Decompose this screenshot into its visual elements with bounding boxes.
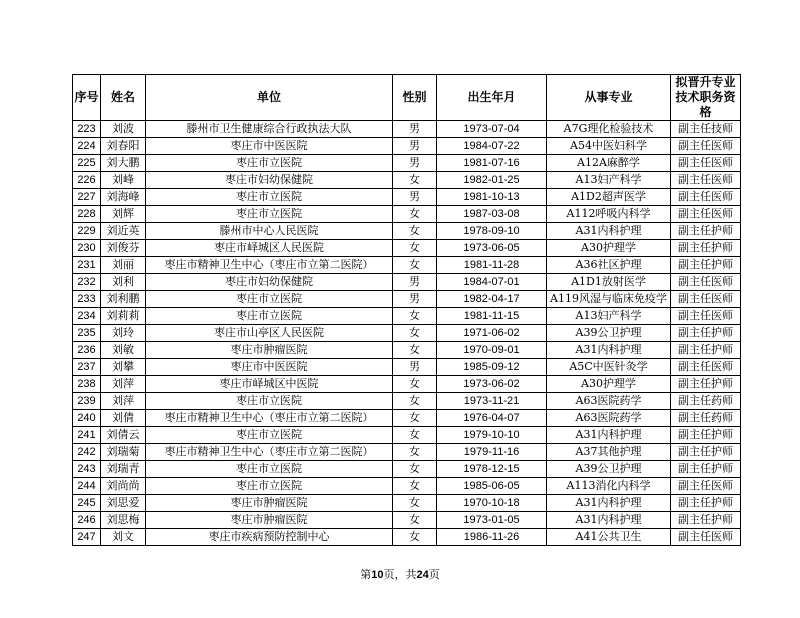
cell-title: 副主任医师 — [671, 172, 741, 189]
table-row — [73, 155, 741, 172]
cell-index: 245 — [73, 495, 101, 512]
cell-birth: 1971-06-02 — [437, 325, 547, 342]
cell-birth: 1982-01-25 — [437, 172, 547, 189]
cell-name: 刘思爱 — [101, 495, 146, 512]
cell-specialty: A7G理化检验技术 — [547, 121, 671, 138]
cell-unit: 枣庄市立医院 — [146, 461, 393, 478]
cell-specialty: A113消化内科学 — [547, 478, 671, 495]
cell-gender: 女 — [393, 444, 437, 461]
table-row — [73, 240, 741, 257]
cell-title: 副主任药师 — [671, 393, 741, 410]
cell-birth: 1978-12-15 — [437, 461, 547, 478]
cell-specialty: A30护理学 — [547, 240, 671, 257]
cell-title: 副主任医师 — [671, 155, 741, 172]
cell-name: 刘萍 — [101, 393, 146, 410]
cell-gender: 女 — [393, 495, 437, 512]
table-row — [73, 410, 741, 427]
table-row — [73, 478, 741, 495]
footer-middle: 页，共 — [383, 568, 417, 581]
cell-specialty: A41公共卫生 — [547, 529, 671, 546]
table-row — [73, 359, 741, 376]
cell-specialty: A1D1放射医学 — [547, 274, 671, 291]
cell-gender: 女 — [393, 410, 437, 427]
cell-birth: 1981-11-15 — [437, 308, 547, 325]
cell-specialty: A119风湿与临床免疫学 — [547, 291, 671, 308]
cell-name: 刘思梅 — [101, 512, 146, 529]
cell-gender: 女 — [393, 512, 437, 529]
table-row — [73, 189, 741, 206]
cell-index: 244 — [73, 478, 101, 495]
cell-name: 刘海峰 — [101, 189, 146, 206]
cell-birth: 1984-07-01 — [437, 274, 547, 291]
table-row — [73, 393, 741, 410]
table-row — [73, 206, 741, 223]
cell-gender: 女 — [393, 529, 437, 546]
cell-unit: 枣庄市妇幼保健院 — [146, 172, 393, 189]
cell-unit: 枣庄市立医院 — [146, 308, 393, 325]
cell-specialty: A112呼吸内科学 — [547, 206, 671, 223]
cell-specialty: A54中医妇科学 — [547, 138, 671, 155]
table-row — [73, 461, 741, 478]
cell-index: 237 — [73, 359, 101, 376]
cell-title: 副主任药师 — [671, 410, 741, 427]
cell-unit: 枣庄市精神卫生中心（枣庄市立第二医院） — [146, 444, 393, 461]
cell-gender: 女 — [393, 172, 437, 189]
cell-index: 224 — [73, 138, 101, 155]
cell-index: 234 — [73, 308, 101, 325]
cell-specialty: A63医院药学 — [547, 410, 671, 427]
cell-name: 刘近英 — [101, 223, 146, 240]
cell-gender: 女 — [393, 478, 437, 495]
cell-specialty: A31内科护理 — [547, 342, 671, 359]
cell-title: 副主任医师 — [671, 189, 741, 206]
cell-index: 228 — [73, 206, 101, 223]
cell-unit: 枣庄市肿瘤医院 — [146, 342, 393, 359]
cell-birth: 1976-04-07 — [437, 410, 547, 427]
cell-title: 副主任医师 — [671, 359, 741, 376]
header-row — [73, 75, 741, 121]
footer-page-number: 10 — [371, 569, 384, 581]
footer-suffix: 页 — [428, 568, 440, 581]
cell-unit: 枣庄市立医院 — [146, 478, 393, 495]
page-footer — [0, 566, 800, 582]
cell-gender: 女 — [393, 342, 437, 359]
table-row — [73, 274, 741, 291]
cell-unit: 枣庄市立医院 — [146, 427, 393, 444]
cell-unit: 枣庄市山亭区人民医院 — [146, 325, 393, 342]
cell-index: 235 — [73, 325, 101, 342]
cell-gender: 男 — [393, 121, 437, 138]
cell-unit: 枣庄市疾病预防控制中心 — [146, 529, 393, 546]
cell-unit: 枣庄市立医院 — [146, 393, 393, 410]
footer-prefix: 第 — [360, 568, 372, 581]
cell-index: 227 — [73, 189, 101, 206]
cell-unit: 滕州市中心人民医院 — [146, 223, 393, 240]
cell-title: 副主任护师 — [671, 325, 741, 342]
header-index: 序号 — [73, 75, 101, 121]
cell-name: 刘玲 — [101, 325, 146, 342]
cell-title: 副主任医师 — [671, 291, 741, 308]
cell-name: 刘攀 — [101, 359, 146, 376]
cell-unit: 枣庄市立医院 — [146, 155, 393, 172]
header-title — [671, 75, 741, 121]
cell-birth: 1982-04-17 — [437, 291, 547, 308]
cell-gender: 女 — [393, 427, 437, 444]
cell-unit: 枣庄市立医院 — [146, 206, 393, 223]
cell-index: 243 — [73, 461, 101, 478]
cell-unit: 枣庄市峄城区中医院 — [146, 376, 393, 393]
table-row — [73, 121, 741, 138]
cell-specialty: A1D2超声医学 — [547, 189, 671, 206]
table-row — [73, 529, 741, 546]
table-row — [73, 427, 741, 444]
cell-unit: 枣庄市立医院 — [146, 189, 393, 206]
cell-title: 副主任医师 — [671, 478, 741, 495]
cell-title: 副主任医师 — [671, 308, 741, 325]
cell-title: 副主任医师 — [671, 274, 741, 291]
table-row — [73, 325, 741, 342]
cell-index: 246 — [73, 512, 101, 529]
cell-name: 刘丽 — [101, 257, 146, 274]
cell-specialty: A39公卫护理 — [547, 325, 671, 342]
cell-title: 副主任护师 — [671, 257, 741, 274]
table-row — [73, 138, 741, 155]
cell-title: 副主任技师 — [671, 121, 741, 138]
cell-unit: 枣庄市中医医院 — [146, 138, 393, 155]
header-gender: 性别 — [393, 75, 437, 121]
cell-gender: 女 — [393, 257, 437, 274]
cell-birth: 1984-07-22 — [437, 138, 547, 155]
header-title-text: 拟晋升专业技术职务资格 — [675, 75, 736, 119]
table-row — [73, 376, 741, 393]
cell-title: 副主任护师 — [671, 342, 741, 359]
cell-specialty: A36社区护理 — [547, 257, 671, 274]
cell-name: 刘莉莉 — [101, 308, 146, 325]
cell-name: 刘瑞青 — [101, 461, 146, 478]
cell-gender: 男 — [393, 189, 437, 206]
cell-title: 副主任护师 — [671, 427, 741, 444]
table-row — [73, 257, 741, 274]
cell-index: 238 — [73, 376, 101, 393]
cell-birth: 1981-07-16 — [437, 155, 547, 172]
cell-index: 239 — [73, 393, 101, 410]
cell-specialty: A31内科护理 — [547, 427, 671, 444]
cell-unit: 枣庄市肿瘤医院 — [146, 495, 393, 512]
table-row — [73, 495, 741, 512]
cell-gender: 女 — [393, 393, 437, 410]
cell-name: 刘敏 — [101, 342, 146, 359]
cell-title: 副主任医师 — [671, 138, 741, 155]
cell-index: 229 — [73, 223, 101, 240]
cell-specialty: A5C中医针灸学 — [547, 359, 671, 376]
cell-title: 副主任护师 — [671, 376, 741, 393]
cell-unit: 枣庄市肿瘤医院 — [146, 512, 393, 529]
table-row — [73, 223, 741, 240]
cell-name: 刘瑞菊 — [101, 444, 146, 461]
cell-birth: 1973-11-21 — [437, 393, 547, 410]
cell-unit: 枣庄市中医医院 — [146, 359, 393, 376]
cell-unit: 枣庄市立医院 — [146, 291, 393, 308]
cell-title: 副主任护师 — [671, 223, 741, 240]
cell-index: 242 — [73, 444, 101, 461]
cell-birth: 1973-06-05 — [437, 240, 547, 257]
cell-index: 240 — [73, 410, 101, 427]
cell-birth: 1981-10-13 — [437, 189, 547, 206]
cell-index: 225 — [73, 155, 101, 172]
cell-title: 副主任医师 — [671, 206, 741, 223]
cell-gender: 女 — [393, 223, 437, 240]
cell-unit: 枣庄市精神卫生中心（枣庄市立第二医院） — [146, 257, 393, 274]
cell-gender: 女 — [393, 376, 437, 393]
cell-gender: 男 — [393, 274, 437, 291]
cell-name: 刘尚尚 — [101, 478, 146, 495]
cell-index: 236 — [73, 342, 101, 359]
cell-name: 刘萍 — [101, 376, 146, 393]
cell-specialty: A31内科护理 — [547, 223, 671, 240]
table-row — [73, 342, 741, 359]
cell-birth: 1979-10-10 — [437, 427, 547, 444]
cell-title: 副主任护师 — [671, 240, 741, 257]
cell-name: 刘峰 — [101, 172, 146, 189]
cell-gender: 男 — [393, 359, 437, 376]
cell-index: 226 — [73, 172, 101, 189]
cell-gender: 男 — [393, 155, 437, 172]
cell-birth: 1973-01-05 — [437, 512, 547, 529]
cell-birth: 1978-09-10 — [437, 223, 547, 240]
cell-index: 231 — [73, 257, 101, 274]
cell-name: 刘大鹏 — [101, 155, 146, 172]
cell-gender: 女 — [393, 461, 437, 478]
cell-specialty: A13妇产科学 — [547, 308, 671, 325]
table-row — [73, 512, 741, 529]
cell-gender: 男 — [393, 291, 437, 308]
cell-specialty: A13妇产科学 — [547, 172, 671, 189]
cell-birth: 1987-03-08 — [437, 206, 547, 223]
cell-gender: 男 — [393, 138, 437, 155]
cell-title: 副主任护师 — [671, 461, 741, 478]
cell-gender: 女 — [393, 308, 437, 325]
cell-gender: 女 — [393, 206, 437, 223]
table-row — [73, 291, 741, 308]
cell-birth: 1970-09-01 — [437, 342, 547, 359]
cell-name: 刘利鹏 — [101, 291, 146, 308]
cell-birth: 1985-06-05 — [437, 478, 547, 495]
cell-name: 刘文 — [101, 529, 146, 546]
cell-index: 223 — [73, 121, 101, 138]
cell-index: 230 — [73, 240, 101, 257]
header-name: 姓名 — [101, 75, 146, 121]
cell-birth: 1986-11-26 — [437, 529, 547, 546]
cell-birth: 1973-07-04 — [437, 121, 547, 138]
cell-name: 刘利 — [101, 274, 146, 291]
footer-total-pages: 24 — [416, 569, 429, 581]
cell-unit: 枣庄市精神卫生中心（枣庄市立第二医院） — [146, 410, 393, 427]
cell-title: 副主任护师 — [671, 512, 741, 529]
cell-birth: 1973-06-02 — [437, 376, 547, 393]
table-row — [73, 444, 741, 461]
cell-name: 刘春阳 — [101, 138, 146, 155]
table-row — [73, 308, 741, 325]
cell-name: 刘波 — [101, 121, 146, 138]
cell-index: 247 — [73, 529, 101, 546]
cell-unit: 枣庄市妇幼保健院 — [146, 274, 393, 291]
table-row — [73, 172, 741, 189]
cell-birth: 1970-10-18 — [437, 495, 547, 512]
cell-specialty: A30护理学 — [547, 376, 671, 393]
cell-birth: 1979-11-16 — [437, 444, 547, 461]
header-birth: 出生年月 — [437, 75, 547, 121]
cell-name: 刘倩 — [101, 410, 146, 427]
cell-specialty: A63医院药学 — [547, 393, 671, 410]
cell-specialty: A37其他护理 — [547, 444, 671, 461]
cell-name: 刘倩云 — [101, 427, 146, 444]
cell-unit: 滕州市卫生健康综合行政执法大队 — [146, 121, 393, 138]
cell-specialty: A39公卫护理 — [547, 461, 671, 478]
cell-index: 233 — [73, 291, 101, 308]
cell-gender: 女 — [393, 325, 437, 342]
cell-title: 副主任护师 — [671, 444, 741, 461]
header-specialty: 从事专业 — [547, 75, 671, 121]
cell-birth: 1985-09-12 — [437, 359, 547, 376]
cell-unit: 枣庄市峄城区人民医院 — [146, 240, 393, 257]
cell-birth: 1981-11-28 — [437, 257, 547, 274]
header-unit: 单位 — [146, 75, 393, 121]
cell-title: 副主任医师 — [671, 529, 741, 546]
cell-specialty: A12A麻醉学 — [547, 155, 671, 172]
cell-specialty: A31内科护理 — [547, 495, 671, 512]
cell-index: 241 — [73, 427, 101, 444]
cell-name: 刘俊芬 — [101, 240, 146, 257]
cell-name: 刘辉 — [101, 206, 146, 223]
cell-gender: 女 — [393, 240, 437, 257]
cell-title: 副主任护师 — [671, 495, 741, 512]
cell-specialty: A31内科护理 — [547, 512, 671, 529]
personnel-table — [72, 74, 741, 546]
cell-index: 232 — [73, 274, 101, 291]
